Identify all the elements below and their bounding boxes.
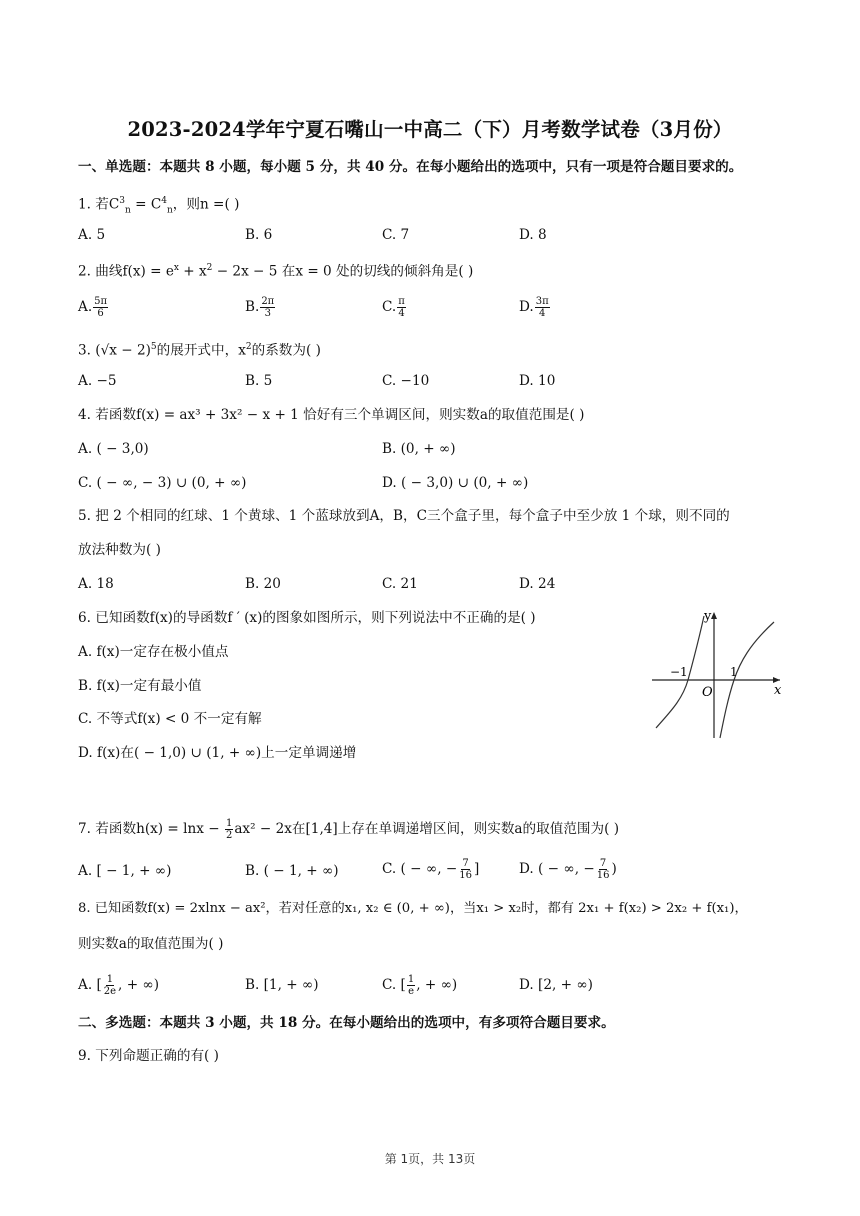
- fraction: $\frac{\pi}{4}$: [398, 296, 405, 319]
- question-5-option-b[interactable]: B. 20: [245, 576, 281, 592]
- one-label: 1: [730, 665, 738, 679]
- question-7-stem: 7. 若函数h(x) = lnx − $\frac{1}{2}$ ax² − 2x在[1,4]上存在单调递增区间，则实数a的取值范围为( ): [78, 818, 620, 841]
- question-6-option-c[interactable]: C. 不等式f(x) < 0 不一定有解: [78, 711, 262, 727]
- question-6-option-a[interactable]: A. f(x)一定存在极小值点: [78, 644, 229, 660]
- question-4-option-b[interactable]: B. (0, + ∞): [382, 441, 456, 457]
- x-axis-label: x: [774, 683, 782, 698]
- question-6-option-d[interactable]: D. f(x)在( − 1,0) ∪ (1, + ∞)上一定单调递增: [78, 745, 357, 761]
- section-heading-single-choice: 一、单选题：本题共 8 小题，每小题 5 分，共 40 分。在每小题给出的选项中，只有一项是符合题目要求的。: [78, 159, 743, 175]
- origin-label: O: [702, 685, 713, 700]
- question-4-option-a[interactable]: A. ( − 3,0): [78, 441, 149, 457]
- y-axis-arrow: [711, 612, 717, 619]
- fraction: $\frac{1}{e}$: [407, 974, 415, 997]
- question-1-option-d[interactable]: D. 8: [519, 227, 547, 243]
- question-2-option-c[interactable]: C. $\frac{\pi}{4}$: [382, 296, 405, 319]
- neg-one-label: −1: [670, 665, 688, 679]
- question-5-option-a[interactable]: A. 18: [78, 576, 114, 592]
- fraction: $\frac{1}{2e}$: [103, 974, 117, 997]
- y-axis-label: y: [704, 609, 712, 624]
- question-9-stem: 9. 下列命题正确的有( ): [78, 1048, 219, 1064]
- question-2-option-d[interactable]: D. $\frac{3\pi}{4}$: [519, 296, 549, 319]
- page-title: 2023-2024学年宁夏石嘴山一中高二（下）月考数学试卷（3月份）: [127, 118, 733, 141]
- fraction: $\frac{5\pi}{6}$: [94, 296, 108, 319]
- question-7-option-b[interactable]: B. ( − 1, + ∞): [245, 863, 339, 879]
- question-1-option-c[interactable]: C. 7: [382, 227, 410, 243]
- fraction: $\frac{2\pi}{3}$: [261, 296, 275, 319]
- page-footer: 第 1页，共 13页: [384, 1152, 476, 1166]
- question-2-option-a[interactable]: A. $\frac{5\pi}{6}$: [78, 296, 108, 319]
- question-5-stem: 5. 把 2 个相同的红球、1 个黄球、1 个蓝球放到A，B，C三个盒子里，每个盒子中至少放 1 个球，则不同的: [78, 508, 730, 524]
- question-2-option-b[interactable]: B. $\frac{2\pi}{3}$: [245, 296, 275, 319]
- question-8-option-d[interactable]: D. [2, + ∞): [519, 977, 593, 993]
- fraction: $\frac{3\pi}{4}$: [535, 296, 549, 319]
- question-1-stem: 1. 若$C^3_n = C^4_n$，则n =( ): [78, 196, 240, 216]
- question-3-option-d[interactable]: D. 10: [519, 373, 556, 389]
- question-4-option-c[interactable]: C. ( − ∞, − 3) ∪ (0, + ∞): [78, 475, 247, 491]
- question-2-stem: 2. 曲线$f(x) = e^x + x^2 - 2x - 5$ 在x = 0 处的切线的倾斜角是( ): [78, 263, 474, 280]
- question-3-option-a[interactable]: A. −5: [78, 373, 117, 389]
- question-6-stem: 6. 已知函数f(x)的导函数f ′ (x)的图象如图所示，则下列说法中不正确的是( ): [78, 610, 536, 626]
- fraction: $\frac{7}{16}$: [596, 858, 610, 881]
- question-7-option-c[interactable]: C. ( − ∞, − $\frac{7}{16}$ ]: [382, 858, 480, 881]
- question-7-option-d[interactable]: D. ( − ∞, − $\frac{7}{16}$ ): [519, 858, 617, 881]
- question-8-option-a[interactable]: A. [ $\frac{1}{2e}$ , + ∞): [78, 974, 160, 997]
- question-1-option-b[interactable]: B. 6: [245, 227, 273, 243]
- fraction: $\frac{7}{16}$: [459, 858, 472, 881]
- question-8-stem-continued: 则实数a的取值范围为( ): [78, 936, 224, 952]
- question-8-option-c[interactable]: C. [ $\frac{1}{e}$ , + ∞): [382, 974, 458, 997]
- question-4-stem: 4. 若函数f(x) = ax³ + 3x² − x + 1 恰好有三个单调区间，则实数a的取值范围是( ): [78, 407, 585, 423]
- question-7-option-a[interactable]: A. [ − 1, + ∞): [78, 863, 172, 879]
- fraction: $\frac{1}{2}$: [225, 818, 233, 841]
- question-3-option-c[interactable]: C. −10: [382, 373, 430, 389]
- question-3-stem: 3. $(√x - 2)^5$的展开式中，$x^2$的系数为( ): [78, 342, 321, 359]
- question-8-stem: 8. 已知函数f(x) = 2xlnx − ax²，若对任意的x₁, x₂ ∈ (0, + ∞)，当x₁ > x₂时，都有 2x₁ + f(x₂) > 2x₂ + f(x₁)，: [78, 901, 748, 916]
- section-heading-multi-choice: 二、多选题：本题共 3 小题，共 18 分。在每小题给出的选项中，有多项符合题目要求。: [78, 1015, 615, 1031]
- question-1-option-a[interactable]: A. 5: [78, 227, 106, 243]
- question-3-option-b[interactable]: B. 5: [245, 373, 273, 389]
- question-5-option-c[interactable]: C. 21: [382, 576, 418, 592]
- question-8-option-b[interactable]: B. [1, + ∞): [245, 977, 319, 993]
- question-4-option-d[interactable]: D. ( − 3,0) ∪ (0, + ∞): [382, 475, 529, 491]
- question-6-option-b[interactable]: B. f(x)一定有最小值: [78, 678, 202, 694]
- question-5-option-d[interactable]: D. 24: [519, 576, 556, 592]
- question-5-stem-continued: 放法种数为( ): [78, 542, 161, 558]
- derivative-graph: [648, 606, 788, 742]
